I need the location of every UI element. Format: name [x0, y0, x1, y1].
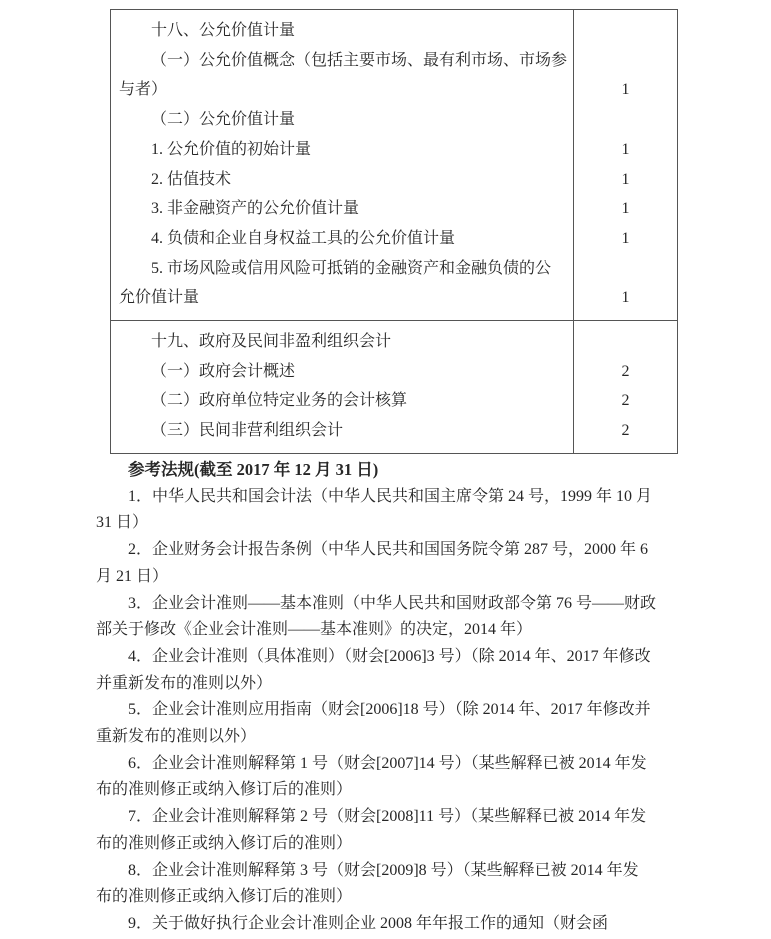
table-row — [111, 224, 677, 254]
level-cell: 1 — [573, 224, 677, 254]
reference-item — [96, 858, 678, 911]
topic-cell — [111, 194, 573, 224]
topic-text: 2. 估值技术 — [151, 170, 232, 188]
reference-line: 布的准则修正或纳入修订后的准则） — [96, 781, 353, 799]
table-row — [111, 46, 677, 105]
reference-line: 部关于修改《企业会计准则——基本准则》的决定，2014 年） — [96, 621, 533, 639]
level-cell: 1 — [573, 135, 677, 165]
reference-regulations-heading: 参考法规(截至 2017 年 12 月 31 日) — [128, 460, 379, 479]
level-cell: 1 — [573, 46, 677, 105]
reference-item — [96, 697, 678, 750]
syllabus-table — [110, 9, 678, 454]
topic-cell — [111, 165, 573, 195]
topic-text-continued: 允价值计量 — [119, 289, 200, 307]
table-row — [111, 165, 677, 195]
reference-item — [96, 804, 678, 857]
reference-item — [96, 751, 678, 804]
topic-cell — [111, 10, 573, 46]
level-cell — [573, 321, 677, 357]
reference-item — [96, 911, 678, 938]
table-row — [111, 386, 677, 416]
table-row — [111, 416, 677, 453]
reference-line: 2．企业财务会计报告条例（中华人民共和国国务院令第 287 号，2000 年 6 — [128, 541, 649, 559]
reference-item — [96, 484, 678, 537]
topic-cell — [111, 224, 573, 254]
topic-cell — [111, 386, 573, 416]
level-cell: 1 — [573, 254, 677, 320]
topic-cell — [111, 105, 573, 135]
reference-item — [96, 537, 678, 590]
reference-line: 6．企业会计准则解释第 1 号（财会[2007]14 号）（某些解释已被 2014 年发 — [128, 754, 647, 772]
reference-line: 1．中华人民共和国会计法（中华人民共和国主席令第 24 号，1999 年 10 月 — [128, 487, 653, 505]
reference-line: 3．企业会计准则——基本准则（中华人民共和国财政部令第 76 号——财政 — [128, 594, 657, 612]
reference-item — [96, 591, 678, 644]
level-cell: 2 — [573, 416, 677, 453]
table-row — [111, 194, 677, 224]
reference-line: 9．关于做好执行企业会计准则企业 2008 年年报工作的通知（财会函 — [128, 914, 609, 932]
table-row — [111, 321, 677, 357]
reference-item — [96, 644, 678, 697]
topic-text: （二）公允价值计量 — [151, 111, 296, 129]
level-cell — [573, 105, 677, 135]
reference-regulations-section — [96, 457, 678, 938]
topic-text: （二）政府单位特定业务的会计核算 — [151, 392, 408, 410]
table-section-government-accounting — [111, 320, 677, 453]
topic-text: 十九、政府及民间非盈利组织会计 — [151, 333, 392, 351]
level-cell: 1 — [573, 194, 677, 224]
table-row — [111, 357, 677, 387]
level-cell: 2 — [573, 357, 677, 387]
reference-line: 7．企业会计准则解释第 2 号（财会[2008]11 号）（某些解释已被 2014 年发 — [128, 808, 647, 826]
reference-line: 4．企业会计准则（具体准则）（财会[2006]3 号）（除 2014 年、2017 年修改 — [128, 647, 651, 665]
table-row — [111, 10, 677, 46]
topic-cell — [111, 135, 573, 165]
reference-line: 31 日） — [96, 514, 149, 532]
level-cell: 2 — [573, 386, 677, 416]
reference-line: 5．企业会计准则应用指南（财会[2006]18 号）（除 2014 年、2017 年修改并 — [128, 701, 651, 719]
topic-text: 3. 非金融资产的公允价值计量 — [151, 200, 360, 218]
table-row — [111, 135, 677, 165]
topic-cell — [111, 416, 573, 453]
topic-text: 十八、公允价值计量 — [151, 22, 296, 39]
table-section-fair-value — [111, 10, 677, 320]
reference-line: 8．企业会计准则解释第 3 号（财会[2009]8 号）（某些解释已被 2014 年发 — [128, 861, 639, 879]
topic-cell — [111, 254, 573, 320]
level-cell: 1 — [573, 165, 677, 195]
topic-cell — [111, 46, 573, 105]
reference-line: 并重新发布的准则以外） — [96, 674, 273, 692]
topic-text-continued: 与者） — [119, 81, 168, 99]
level-cell — [573, 10, 677, 46]
reference-line: 月 21 日） — [96, 567, 169, 585]
reference-line: 布的准则修正或纳入修订后的准则） — [96, 834, 353, 852]
topic-text: （一）公允价值概念（包括主要市场、最有利市场、市场参 — [151, 51, 568, 69]
topic-text: 5. 市场风险或信用风险可抵销的金融资产和金融负债的公 — [151, 259, 552, 277]
reference-line: 重新发布的准则以外） — [96, 728, 257, 746]
table-row — [111, 254, 677, 320]
topic-text: （一）政府会计概述 — [151, 362, 296, 380]
topic-text: 1. 公允价值的初始计量 — [151, 140, 312, 158]
topic-text: （三）民间非营利组织会计 — [151, 422, 344, 440]
reference-line: 布的准则修正或纳入修订后的准则） — [96, 888, 353, 906]
topic-cell — [111, 357, 573, 387]
topic-text: 4. 负债和企业自身权益工具的公允价值计量 — [151, 229, 456, 247]
topic-cell — [111, 321, 573, 357]
table-row — [111, 105, 677, 135]
